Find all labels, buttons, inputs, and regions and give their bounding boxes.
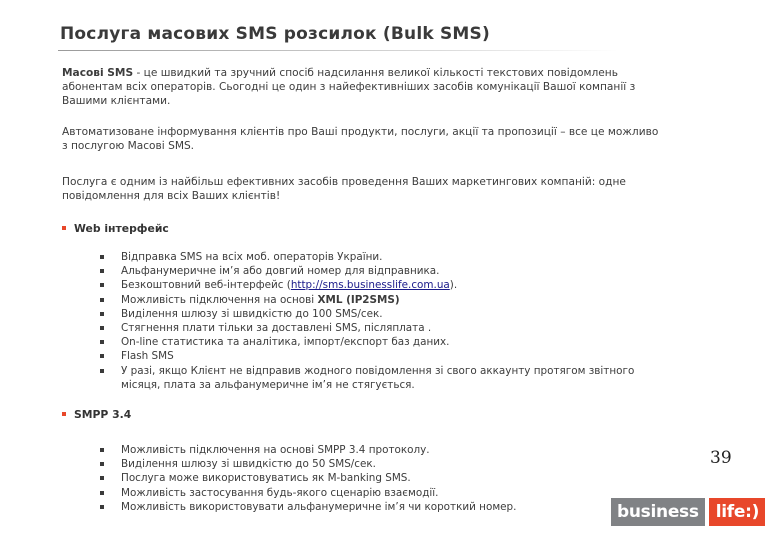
section-heading: SMPP 3.4 [74, 408, 132, 421]
title-divider [58, 50, 618, 51]
bullet-square-icon [100, 369, 104, 373]
intro-bold: Масові SMS [62, 67, 134, 79]
list-item: Можливість використовувати альфанумеричне ім’я чи короткий номер. [100, 500, 680, 514]
list-item: On-line статистика та аналітика, імпорт/експорт баз даних. [100, 335, 680, 349]
page-number: 39 [710, 448, 732, 468]
section-web-interface [62, 222, 169, 235]
list-item: Безкоштовний веб-інтерфейс (http://sms.businesslife.com.ua). [100, 278, 680, 292]
intro-paragraph [62, 66, 662, 108]
bullet-square-icon [100, 269, 104, 273]
web-feature-list [100, 250, 680, 392]
bullet-square-icon [100, 448, 104, 452]
list-item: Стягнення плати тільки за доставлені SMS, післяплата . [100, 321, 680, 335]
logo-life: life:) [709, 498, 765, 526]
bullet-square-icon [62, 226, 66, 230]
bullet-square-icon [100, 476, 104, 480]
logo-business: business [611, 498, 705, 526]
list-item: Можливість застосування будь-якого сценарію взаємодії. [100, 486, 680, 500]
list-item: Flash SMS [100, 349, 680, 363]
bullet-square-icon [100, 462, 104, 466]
section-smpp [62, 408, 131, 421]
bullet-square-icon [100, 340, 104, 344]
bullet-square-icon [100, 255, 104, 259]
bullet-square-icon [100, 354, 104, 358]
list-item: Можливість підключення на основі XML (IP2SMS) [100, 293, 680, 307]
list-item: Альфанумеричне ім’я або довгий номер для відправника. [100, 264, 680, 278]
bullet-square-icon [100, 505, 104, 509]
paragraph-marketing: Послуга є одним із найбільш ефективних засобів проведення Ваших маркетингових компаній: одне повідомлення для всіх Ваших клієнтів! [62, 176, 626, 202]
page-title: Послуга масових SMS розсилок (Bulk SMS) [60, 24, 490, 44]
bullet-square-icon [100, 283, 104, 287]
paragraph-automation: Автоматизоване інформування клієнтів про Ваші продукти, послуги, акції та пропозиції – все це можливо з послугою Масові SMS. [62, 126, 659, 152]
list-item: Відправка SMS на всіх моб. операторів України. [100, 250, 680, 264]
intro-text: - це швидкий та зручний спосіб надсилання великої кількості текстових повідомлень абонентам всіх операторів. Сьогодні це один з найефективніших засобів комунікації Вашої компанії з Вашими клієнтами. [62, 67, 636, 107]
bullet-square-icon [62, 412, 66, 416]
bullet-square-icon [100, 298, 104, 302]
section-heading: Web інтерфейс [74, 222, 169, 235]
bullet-square-icon [100, 491, 104, 495]
list-item: Послуга може використовуватись як M-banking SMS. [100, 471, 680, 485]
web-interface-link[interactable]: http://sms.businesslife.com.ua [290, 279, 450, 292]
list-item: Можливість підключення на основі SMPP 3.4 протоколу. [100, 443, 680, 457]
business-life-logo [611, 498, 765, 526]
bullet-square-icon [100, 326, 104, 330]
smpp-feature-list [100, 443, 680, 514]
list-item: Виділення шлюзу зі швидкістю до 50 SMS/сек. [100, 457, 680, 471]
bullet-square-icon [100, 312, 104, 316]
list-item: У разі, якщо Клієнт не відправив жодного повідомлення зі свого аккаунту протягом звітного місяця, плата за альфанумеричне ім’я не стягується. [100, 364, 680, 392]
list-item: Виділення шлюзу зі швидкістю до 100 SMS/сек. [100, 307, 680, 321]
